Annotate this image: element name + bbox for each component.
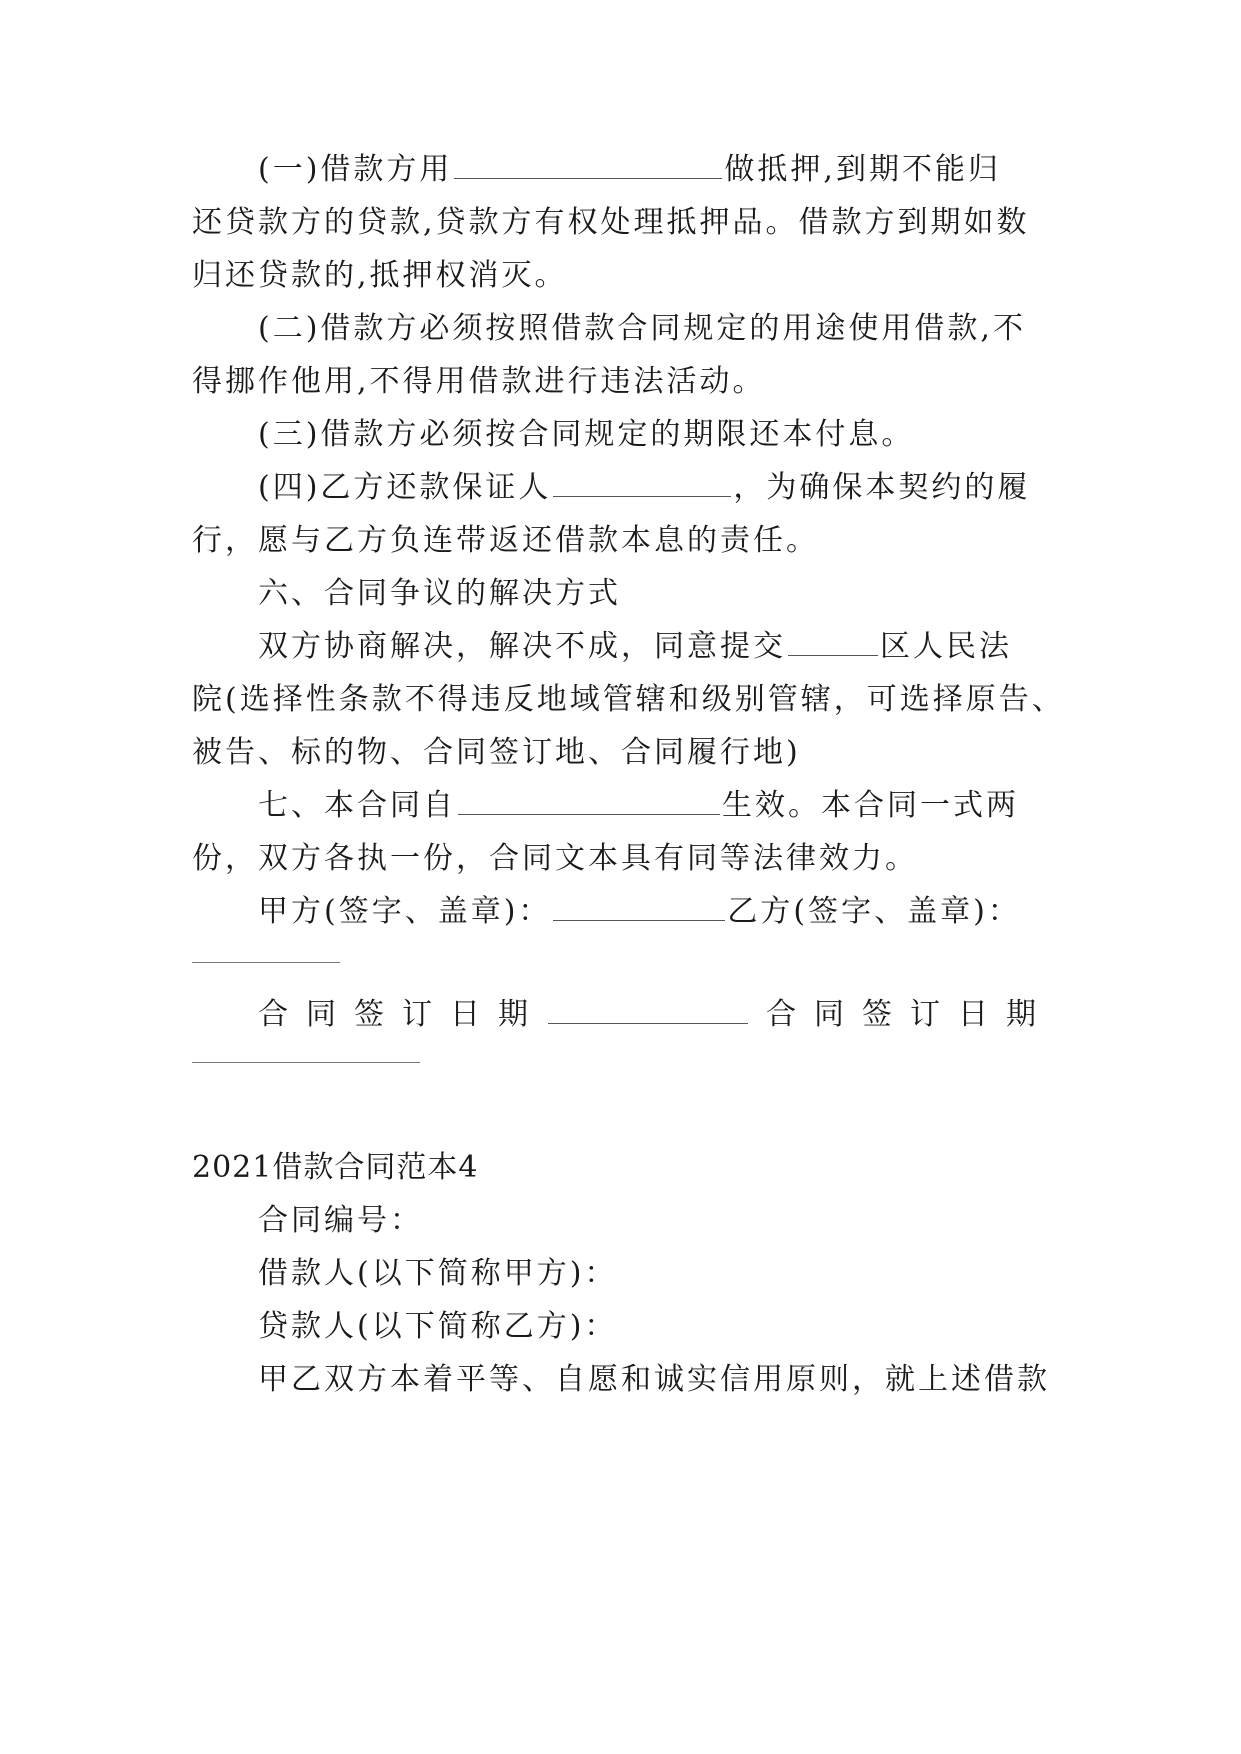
para-5-line-2: 院(选择性条款不得违反地域管辖和级别管辖，可选择原告、 xyxy=(192,682,1065,717)
para-5-line-3: 被告、标的物、合同签订地、合同履行地) xyxy=(192,735,801,770)
fill-blank-collateral xyxy=(454,152,722,179)
text: 七、本合同自 xyxy=(258,788,456,823)
contract-4-title: 2021借款合同范本4 xyxy=(192,1150,479,1185)
text: 生效。本合同一式两 xyxy=(722,788,1019,823)
party-a-signature-label: 甲方(签字、盖章)： xyxy=(258,894,552,929)
lender-label: 贷款人(以下简称乙方)： xyxy=(258,1309,618,1344)
para-2-line-1: (二)借款方必须按照借款合同规定的用途使用借款,不 xyxy=(258,311,1026,346)
party-b-date-label: 合同签订日期 xyxy=(766,997,1054,1032)
text: ，为确保本契约的履 xyxy=(733,470,1031,505)
text: 区人民法 xyxy=(880,629,1012,664)
para-2-line-2: 得挪作他用,不得用借款进行违法活动。 xyxy=(192,364,766,399)
para-4-line-2: 行，愿与乙方负连带返还借款本息的责任。 xyxy=(192,523,819,558)
fill-blank-party-a-signature xyxy=(553,894,725,921)
para-1-line-1 xyxy=(258,150,1001,190)
party-a-date-label: 合同签订日期 xyxy=(258,997,546,1032)
text: (四)乙方还款保证人 xyxy=(258,470,552,505)
text: 做抵押,到期不能归 xyxy=(724,152,1001,187)
text: 双方协商解决，解决不成，同意提交 xyxy=(258,629,786,664)
fill-blank-party-b-date xyxy=(192,1062,420,1063)
signature-line xyxy=(258,892,1021,932)
borrower-label: 借款人(以下简称甲方)： xyxy=(258,1256,618,1291)
para-4-line-1 xyxy=(258,468,1030,508)
date-line xyxy=(258,995,1054,1035)
para-3-line-1: (三)借款方必须按合同规定的期限还本付息。 xyxy=(258,417,915,452)
fill-blank-party-b-signature xyxy=(192,962,340,963)
contract-4-intro: 甲乙双方本着平等、自愿和诚实信用原则，就上述借款 xyxy=(258,1362,1050,1397)
fill-blank-party-a-date xyxy=(548,997,748,1024)
party-b-signature-label: 乙方(签字、盖章)： xyxy=(727,894,1021,929)
para-1-line-3: 归还贷款的,抵押权消灭。 xyxy=(192,258,568,293)
para-5-line-1 xyxy=(258,627,1012,667)
text: (一)借款方用 xyxy=(258,152,453,187)
section-7-line-2: 份，双方各执一份，合同文本具有同等法律效力。 xyxy=(192,841,918,876)
fill-blank-guarantor xyxy=(553,470,731,497)
section-7-line-1 xyxy=(258,786,1019,826)
contract-number-label: 合同编号： xyxy=(258,1203,423,1238)
para-1-line-2: 还贷款方的贷款,贷款方有权处理抵押品。借款方到期如数 xyxy=(192,205,1030,240)
section-6-heading: 六、合同争议的解决方式 xyxy=(258,576,621,611)
fill-blank-court xyxy=(788,629,878,656)
fill-blank-effective-date xyxy=(458,788,720,815)
